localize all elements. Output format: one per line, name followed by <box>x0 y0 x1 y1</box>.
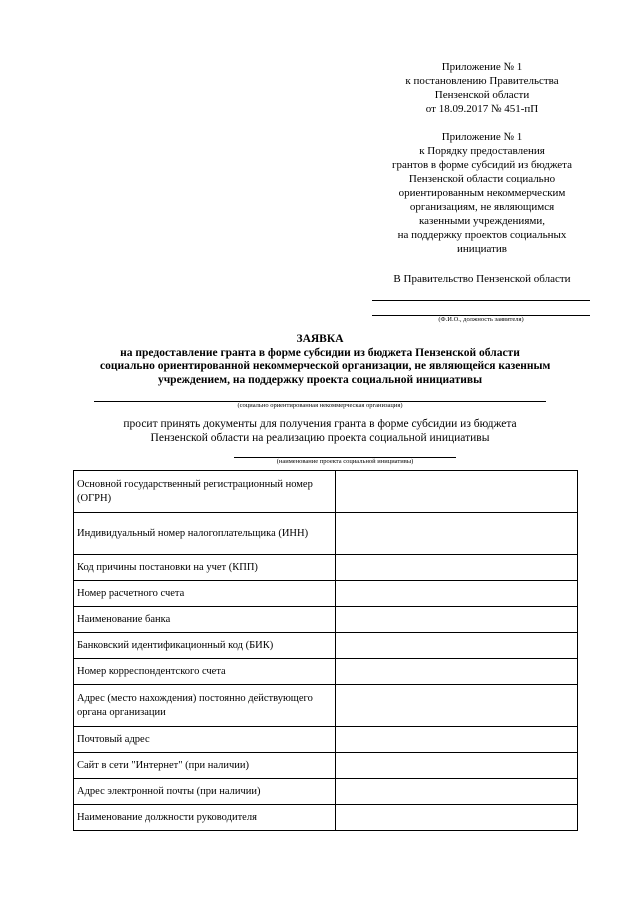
row-value[interactable] <box>336 471 578 513</box>
row-label: Адрес (место нахождения) постоянно действующего органа организации <box>74 685 336 727</box>
row-value[interactable] <box>336 581 578 607</box>
organization-details-table <box>73 470 578 831</box>
applicant-name-line <box>372 300 590 301</box>
appendix-line: Приложение № 1 <box>441 61 523 73</box>
row-label: Наименование банка <box>74 607 336 633</box>
table-row <box>74 659 578 685</box>
row-label: Номер корреспондентского счета <box>74 659 336 685</box>
row-label: Почтовый адрес <box>74 727 336 753</box>
organization-caption: (социально ориентированная некоммерческая организация) <box>237 402 403 409</box>
appendix-to-procedure <box>362 130 602 256</box>
table-row <box>74 633 578 659</box>
row-label: Сайт в сети "Интернет" (при наличии) <box>74 753 336 779</box>
row-label: Основной государственный регистрационный номер (ОГРН) <box>74 471 336 513</box>
title-line: учреждением, на поддержку проекта социальной инициативы <box>157 373 483 386</box>
appendix-line: Пензенской области <box>434 89 530 101</box>
appendix-line: к постановлению Правительства <box>405 75 559 87</box>
row-value[interactable] <box>336 659 578 685</box>
row-value[interactable] <box>336 513 578 555</box>
row-label: Наименование должности руководителя <box>74 805 336 831</box>
table-row <box>74 513 578 555</box>
table-row <box>74 753 578 779</box>
table-row <box>74 555 578 581</box>
table-row <box>74 727 578 753</box>
row-label: Код причины постановки на учет (КПП) <box>74 555 336 581</box>
row-value[interactable] <box>336 607 578 633</box>
addressee: В Правительство Пензенской области <box>393 273 571 285</box>
row-label: Индивидуальный номер налогоплательщика (ИНН) <box>74 513 336 555</box>
appendix-line: Приложение № 1 <box>441 131 523 143</box>
appendix-line: от 18.09.2017 № 451-пП <box>425 103 539 115</box>
table-row <box>74 607 578 633</box>
row-value[interactable] <box>336 727 578 753</box>
row-value[interactable] <box>336 779 578 805</box>
project-caption: (наименование проекта социальной инициативы) <box>276 458 414 465</box>
appendix-line: организациям, не являющимся <box>409 201 555 213</box>
request-line: просит принять документы для получения гранта в форме субсидии из бюджета <box>123 418 517 430</box>
appendix-line: казенными учреждениями, <box>419 215 545 227</box>
applicant-caption: (Ф.И.О., должность заявителя) <box>438 316 524 323</box>
table-row <box>74 779 578 805</box>
row-value[interactable] <box>336 753 578 779</box>
appendix-line: к Порядку предоставления <box>419 145 545 157</box>
request-line: Пензенской области на реализацию проекта социальной инициативы <box>150 432 490 444</box>
row-value[interactable] <box>336 805 578 831</box>
document-title <box>100 333 551 387</box>
row-value[interactable] <box>336 685 578 727</box>
appendix-line: ориентированным некоммерческим <box>398 187 566 199</box>
appendix-line: на поддержку проектов социальных <box>397 229 567 241</box>
row-label: Номер расчетного счета <box>74 581 336 607</box>
request-text <box>92 417 548 445</box>
appendix-line: грантов в форме субсидий из бюджета <box>392 159 572 171</box>
row-label: Банковский идентификационный код (БИК) <box>74 633 336 659</box>
table-row <box>74 805 578 831</box>
appendix-to-resolution <box>362 60 602 116</box>
row-value[interactable] <box>336 633 578 659</box>
appendix-line: инициатив <box>457 243 507 255</box>
title-line: на предоставление гранта в форме субсидии из бюджета Пензенской области <box>120 346 520 359</box>
appendix-line: Пензенской области социально <box>408 173 556 185</box>
title-heading: ЗАЯВКА <box>296 333 344 345</box>
table-row <box>74 685 578 727</box>
title-line: социально ориентированной некоммерческой организации, не являющейся казенным <box>100 360 551 372</box>
table-row <box>74 581 578 607</box>
table-row <box>74 471 578 513</box>
row-label: Адрес электронной почты (при наличии) <box>74 779 336 805</box>
row-value[interactable] <box>336 555 578 581</box>
